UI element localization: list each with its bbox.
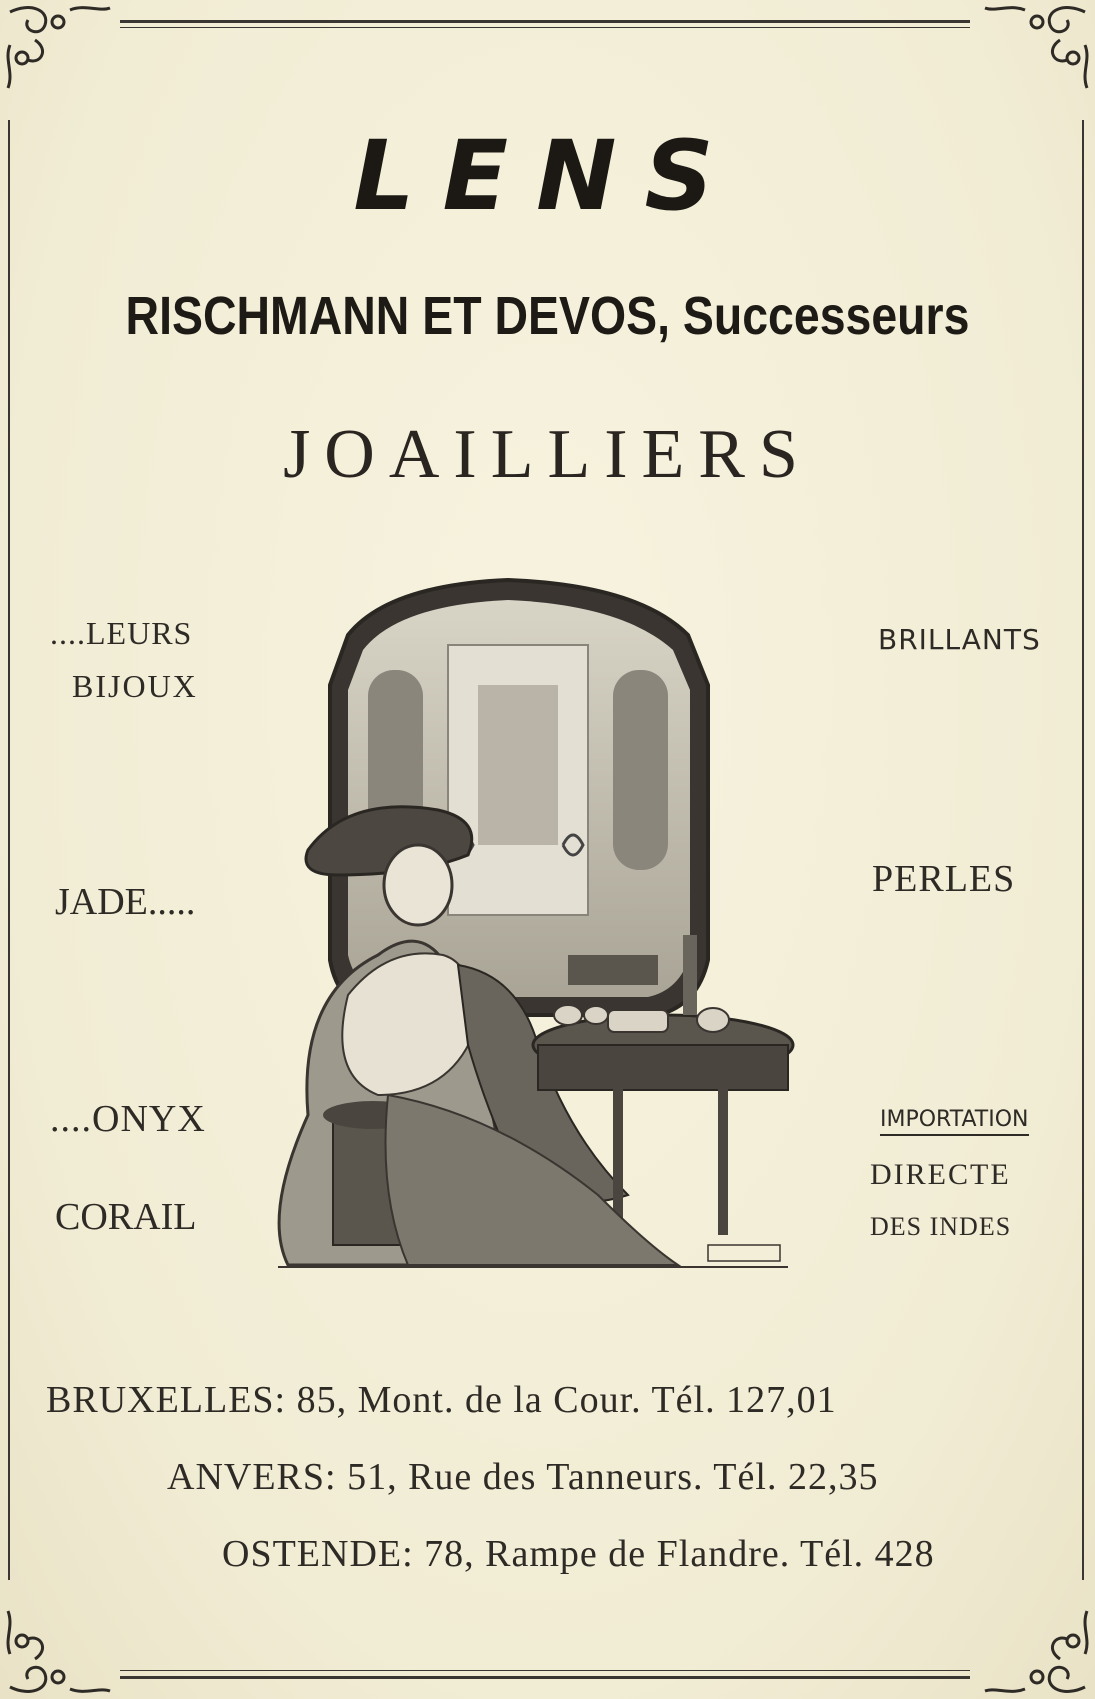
right-label-brillants: BRILLANTS — [878, 623, 1041, 656]
left-label-leurs: ....LEURS — [50, 615, 193, 651]
bottom-border-rule-inner — [120, 1670, 970, 1671]
corner-ornament-top-right-icon — [975, 0, 1095, 100]
left-label-jade: JADE..... — [55, 881, 196, 923]
right-label-directe: DIRECTE — [870, 1158, 1011, 1191]
left-label-corail: CORAIL — [55, 1196, 197, 1238]
right-label-des-indes: DES INDES — [870, 1212, 1012, 1241]
lady-at-vanity-mirror-illustration-icon — [268, 575, 828, 1280]
right-label-perles: PERLES — [872, 858, 1016, 900]
top-border-rule-inner — [120, 27, 970, 28]
firm-name: RISCHMANN ET DEVOS, Successeurs — [125, 286, 970, 346]
corner-ornament-bottom-left-icon — [0, 1599, 120, 1699]
left-label-bijoux: BIJOUX — [72, 668, 198, 704]
right-border-rule — [1082, 120, 1084, 1580]
address-bruxelles: BRUXELLES: 85, Mont. de la Cour. Tél. 127,01 — [46, 1379, 837, 1421]
corner-ornament-top-left-icon — [0, 0, 120, 100]
brand-title: LENS — [353, 120, 742, 232]
left-label-onyx: ....ONYX — [50, 1098, 206, 1140]
bottom-border-rule — [120, 1676, 970, 1679]
top-border-rule — [120, 20, 970, 23]
corner-ornament-bottom-right-icon — [975, 1599, 1095, 1699]
left-border-rule — [8, 120, 10, 1580]
right-label-importation: IMPORTATION — [880, 1107, 1029, 1136]
address-anvers: ANVERS: 51, Rue des Tanneurs. Tél. 22,35 — [167, 1456, 879, 1498]
trade-heading: JOAILLIERS — [283, 416, 812, 493]
address-ostende: OSTENDE: 78, Rampe de Flandre. Tél. 428 — [222, 1533, 935, 1575]
